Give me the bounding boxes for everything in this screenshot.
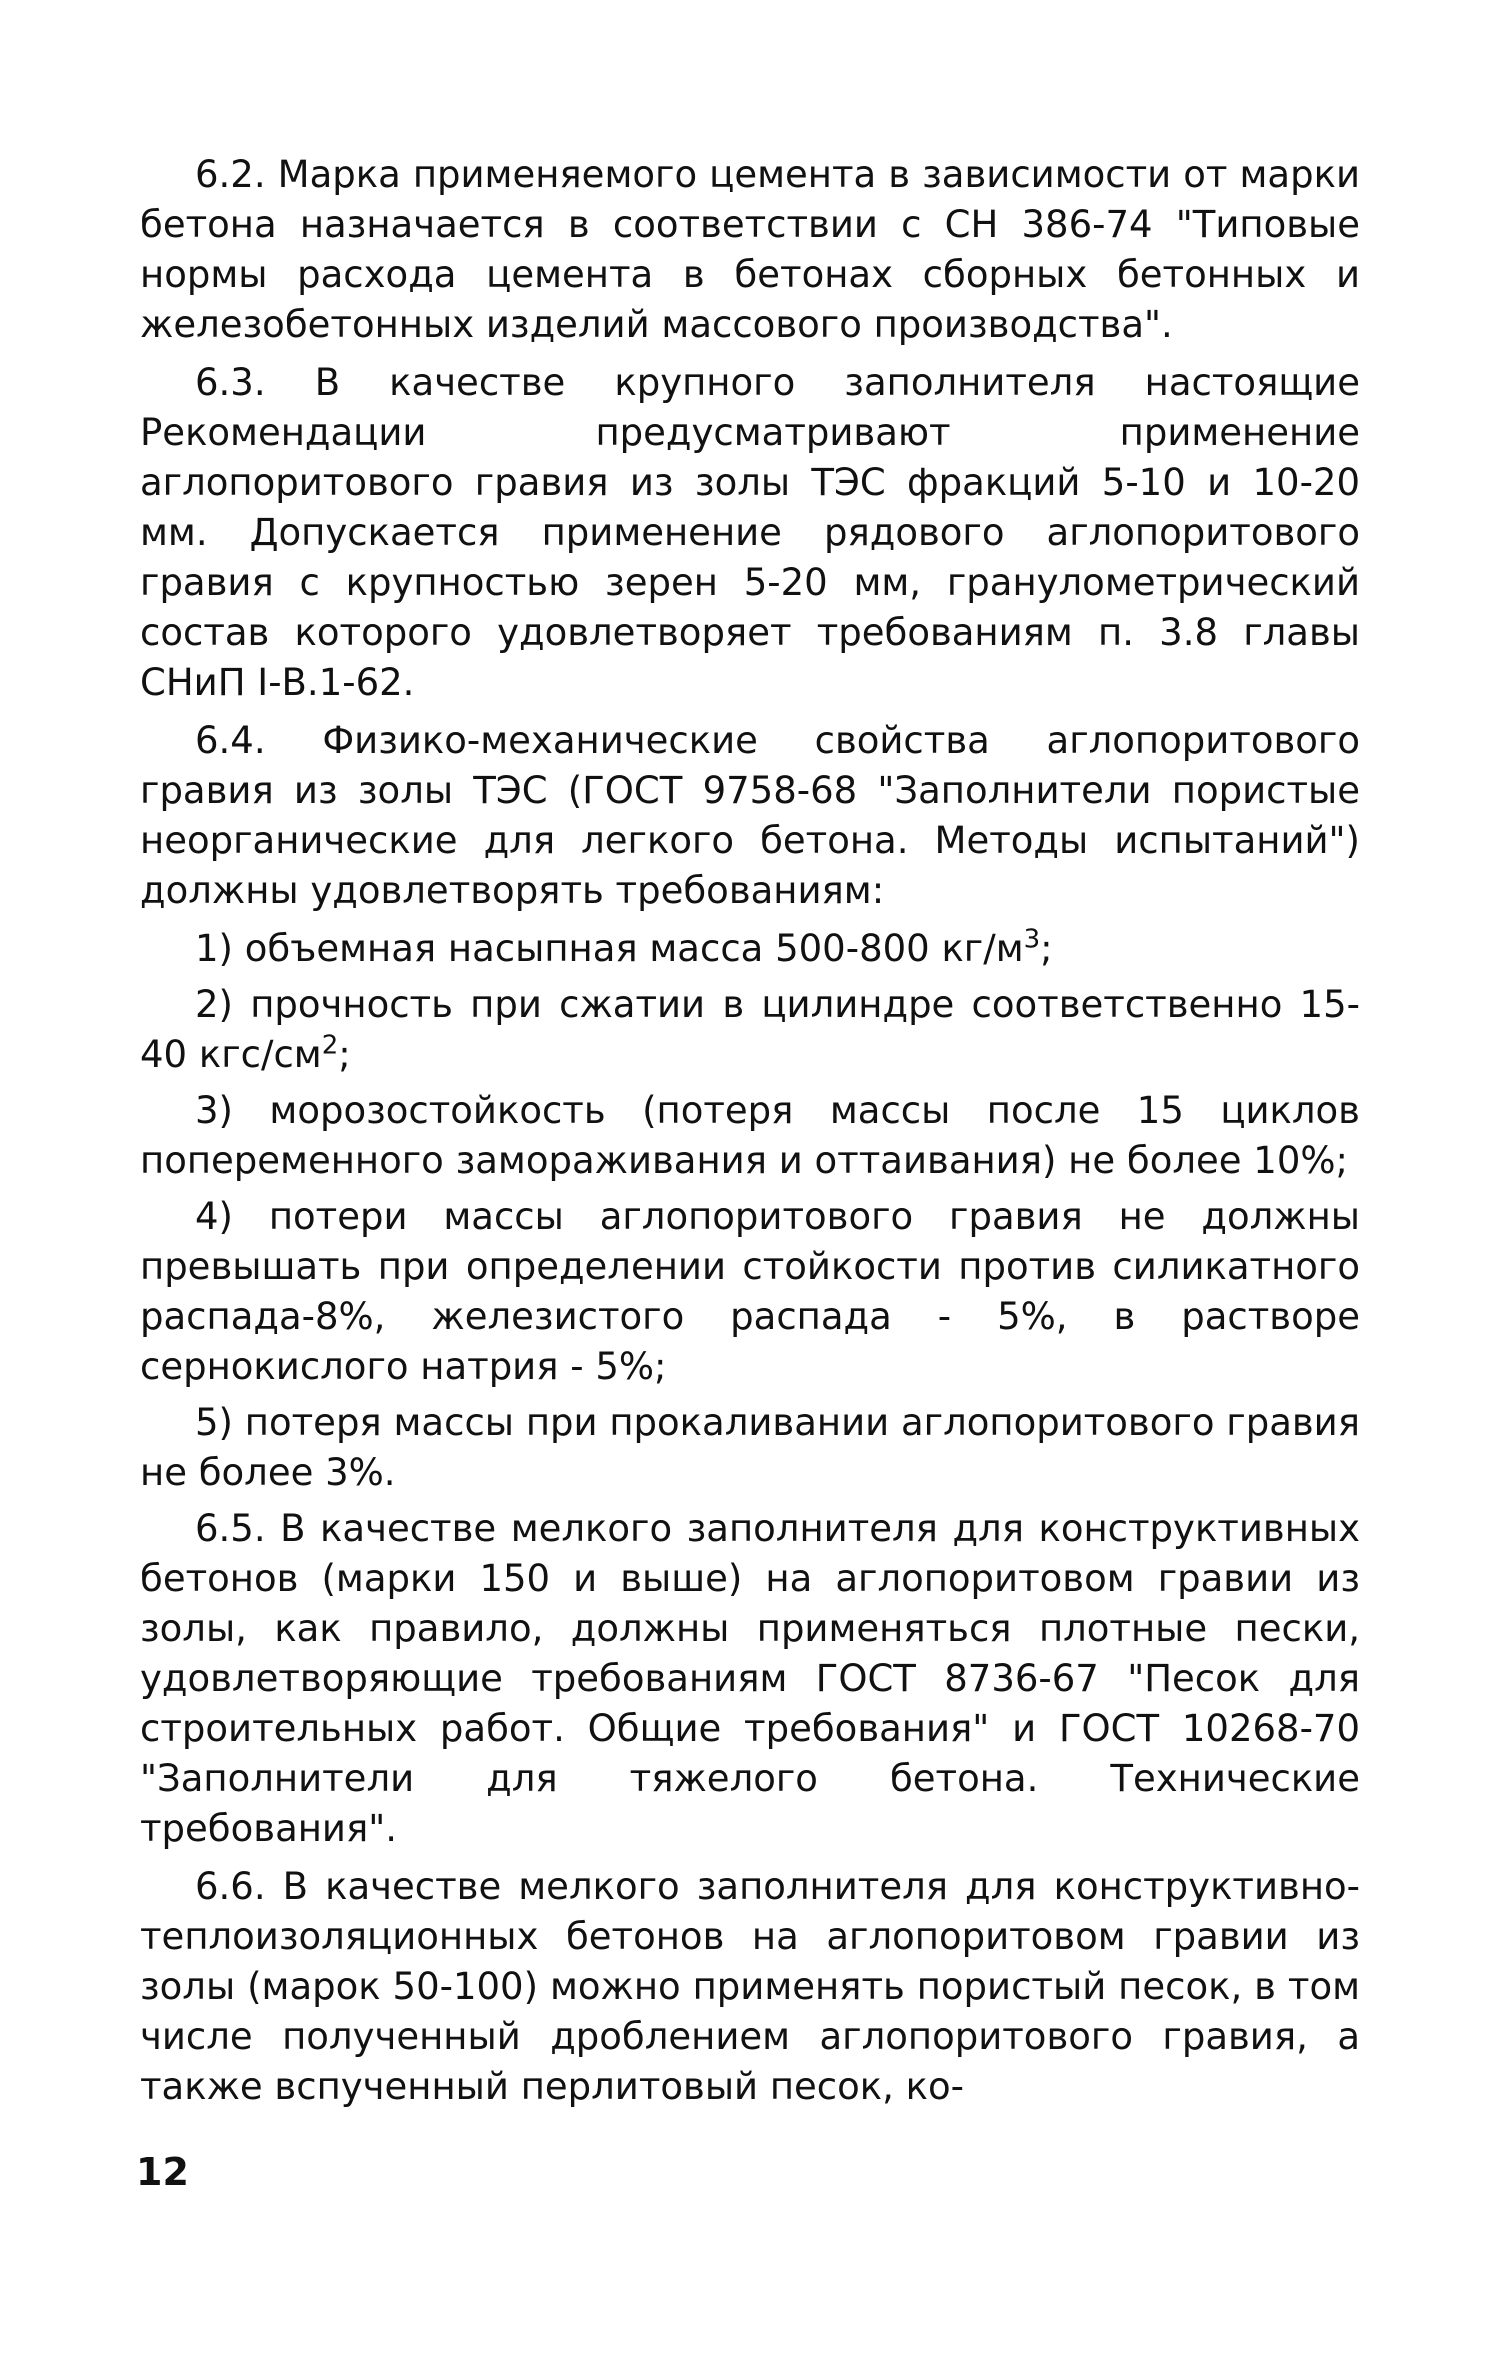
paragraph-6-3: 6.3. В качестве крупного заполнителя настоящие Рекомендации предусматривают применение аглопоритового гравия из золы ТЭС фракций 5-10 и 10-20 мм. Допускается применение рядового аглопоритового гравия с крупностью зерен 5-20 мм, гранулометрический состав которого удовлетворяет требованиям п. 3.8 главы СНиП I-В.1-62. bbox=[140, 361, 1360, 704]
page-body bbox=[140, 150, 1360, 2120]
list-item-1 bbox=[140, 924, 1360, 974]
list-item-4: 4) потери массы аглопоритового гравия не должны превышать при определении стойкости против силикатного распада-8%, железистого распада - 5%, в растворе сернокислого натрия - 5%; bbox=[140, 1195, 1360, 1388]
list-item-3: 3) морозостойкость (потеря массы после 15 циклов попеременного замораживания и оттаивания) не более 10%; bbox=[140, 1089, 1360, 1182]
list-item-2-tail: ; bbox=[338, 1033, 351, 1076]
paragraph-6-5: 6.5. В качестве мелкого заполнителя для конструктивных бетонов (марки 150 и выше) на аглопоритовом гравии из золы, как правило, должны применяться плотные пески, удовлетворяющие требованиям ГОСТ 8736-67 "Песок для строительных работ. Общие требования" и ГОСТ 10268-70 "Заполнители для тяжелого бетона. Технические требования". bbox=[140, 1507, 1360, 1850]
paragraph-6-4: 6.4. Физико-механические свойства аглопоритового гравия из золы ТЭС (ГОСТ 9758-68 "Заполнители пористые неорганические для легкого бетона. Методы испытаний") должны удовлетворять требованиям: bbox=[140, 719, 1360, 912]
list-item-1-tail: ; bbox=[1040, 927, 1053, 970]
page-number: 12 bbox=[136, 2150, 189, 2194]
paragraph-6-2: 6.2. Марка применяемого цемента в зависимости от марки бетона назначается в соответствии с СН 386-74 "Типовые нормы расхода цемента в бетонах сборных бетонных и железобетонных изделий массового производства". bbox=[140, 153, 1360, 346]
list-item-2 bbox=[140, 980, 1360, 1080]
list-item-2-text: 2) прочность при сжатии в цилиндре соответственно 15-40 кгс/см bbox=[140, 983, 1360, 1076]
list-item-5: 5) потеря массы при прокаливании аглопоритового гравия не более 3%. bbox=[140, 1401, 1360, 1494]
list-item-1-superscript: 3 bbox=[1023, 924, 1041, 955]
list-item-2-superscript: 2 bbox=[321, 1030, 339, 1061]
paragraph-6-6: 6.6. В качестве мелкого заполнителя для конструктивно-теплоизоляционных бетонов на аглопоритовом гравии из золы (марок 50-100) можно применять пористый песок, в том числе полученный дроблением аглопоритового гравия, а также вспученный перлитовый песок, ко- bbox=[140, 1865, 1360, 2108]
list-item-1-text: 1) объемная насыпная масса 500-800 кг/м bbox=[195, 927, 1024, 970]
